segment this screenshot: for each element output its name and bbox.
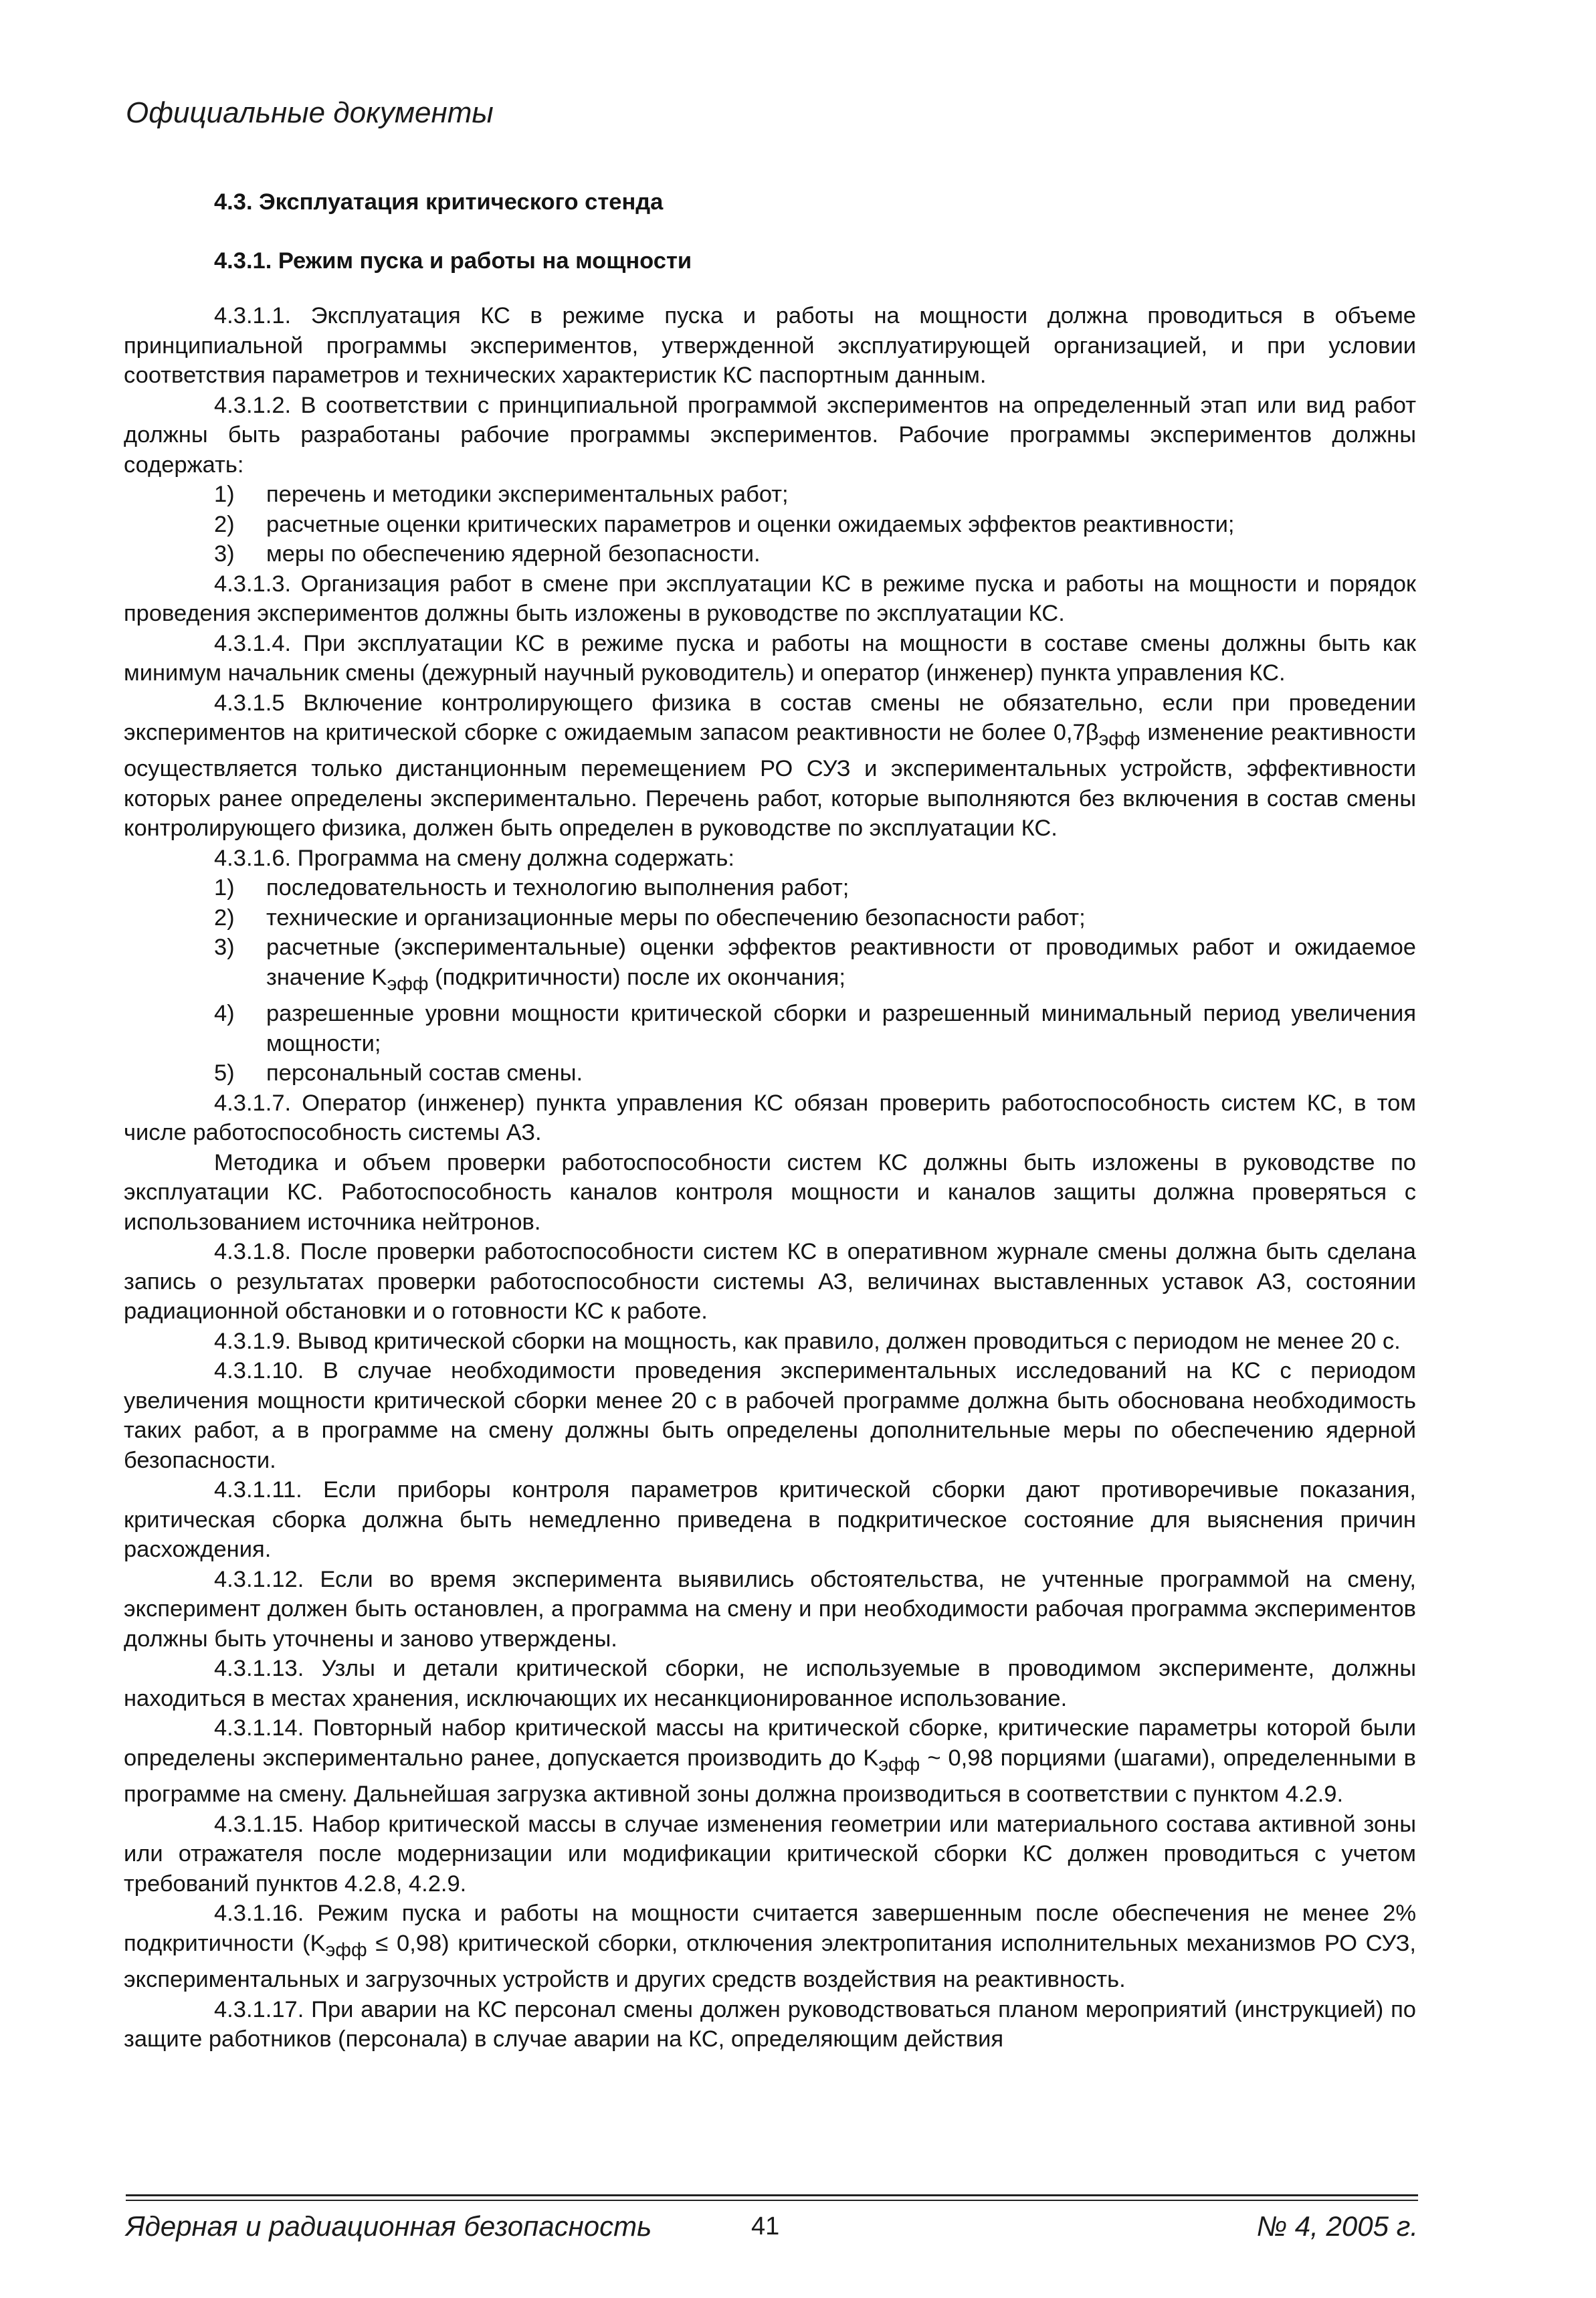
list-item-number: 3) [214,541,235,567]
list-item-text: персональный состав смены. [266,1060,583,1086]
page-number: 41 [751,2212,780,2240]
list-item [214,1058,1416,1088]
paragraph-4-3-1-14 [124,1713,1416,1809]
list-item [214,933,1416,999]
paragraph-text: 4.3.1.5 Включение контролирующего физика в состав смены не обязательно, если при проведении экспериментов на критической сборке с ожидаемым запасом реактивности не более 0,7β [124,690,1416,745]
page-footer [126,2208,1418,2248]
list-item-text: технические и организационные меры по обеспечению безопасности работ; [266,904,1086,931]
list-item-text: расчетные оценки критических параметров и оценки ожидаемых эффектов реактивности; [266,511,1235,537]
paragraph-methodology: Методика и объем проверки работоспособности систем КС должны быть изложены в руководстве по эксплуатации КС. Работоспособность каналов контроля мощности и каналов защиты должна проверяться с использованием источника нейтронов. [124,1149,1416,1235]
paragraph-4-3-1-3: 4.3.1.3. Организация работ в смене при эксплуатации КС в режиме пуска и работы на мощности и порядок проведения экспериментов должны быть изложены в руководстве по эксплуатации КС. [124,571,1416,626]
list-item-number: 3) [214,935,235,961]
list-item-number: 4) [214,1001,235,1027]
subscript: эфф [325,1939,367,1961]
subscript: эфф [1098,728,1140,750]
list-item [214,873,1416,903]
paragraph-4-3-1-10: 4.3.1.10. В случае необходимости проведения экспериментальных исследований на КС с периодом увеличения мощности критической сборки менее 20 с в рабочей программе должна быть обоснована необходимость таких работ, а в программе на смену должны быть определены дополнительные меры по обеспечению ядерной безопасности. [124,1358,1416,1473]
list-item-number: 1) [214,482,235,507]
paragraph-text: ≤ 0,98) критической сборки, отключения электропитания исполнительных механизмов РО СУЗ, экспериментальных и загрузочных устройств и других средств воздействия на реактивность. [124,1930,1416,1993]
list-item [214,903,1416,933]
list-item [214,480,1416,510]
paragraph-4-3-1-9: 4.3.1.9. Вывод критической сборки на мощность, как правило, должен проводиться с периодом не менее 20 с. [214,1328,1401,1354]
list-item-text: меры по обеспечению ядерной безопасности. [266,541,761,567]
paragraph-4-3-1-5 [124,688,1416,844]
footer-rule [126,2200,1418,2201]
journal-title: Ядерная и радиационная безопасность [126,2210,652,2242]
paragraph-4-3-1-17: 4.3.1.17. При аварии на КС персонал смены должен руководствоваться планом мероприятий (инструкцией) по защите работников (персонала) в случае аварии на КС, определяющим действия [124,1996,1416,2052]
section-title: 4.3. Эксплуатация критического стенда [214,189,664,215]
list-item [214,539,1416,569]
paragraph-4-3-1-8: 4.3.1.8. После проверки работоспособности систем КС в оперативном журнале смены должна быть сделана запись о результатах проверки работоспособности системы АЗ, величинах выставленных уставок АЗ, состоянии радиационной обстановки и о готовности КС к работе. [124,1239,1416,1325]
subscript: эфф [878,1753,920,1776]
paragraph-4-3-1-13: 4.3.1.13. Узлы и детали критической сборки, не используемые в проводимом эксперименте, должны находиться в местах хранения, исключающих их несанкционированное использование. [124,1656,1416,1711]
paragraph-4-3-1-11: 4.3.1.11. Если приборы контроля параметров критической сборки дают противоречивые показания, критическая сборка должна быть немедленно приведена в подкритическое состояние для выяснения причин расхождения. [124,1477,1416,1563]
subsection-title: 4.3.1. Режим пуска и работы на мощности [214,248,692,274]
paragraph-text: 4.3.1.14. Повторный набор критической массы на критической сборке, критические параметры которой были определены экспериментально ранее, допускается производить до K [124,1715,1416,1771]
subscript: эфф [387,973,429,995]
list-item-text: перечень и методики экспериментальных работ; [266,482,789,507]
paragraph-4-3-1-7: 4.3.1.7. Оператор (инженер) пункта управления КС обязан проверить работоспособность систем КС, в том числе работоспособность системы АЗ. [124,1090,1416,1146]
paragraph-text: 4.3.1.16. Режим пуска и работы на мощности считается завершенным после обеспечения не менее 2% подкритичности (K [124,1901,1416,1956]
list-item-number: 2) [214,904,235,931]
list-item [214,510,1416,540]
paragraph-4-3-1-6: 4.3.1.6. Программа на смену должна содержать: [214,845,734,871]
paragraph-4-3-1-4: 4.3.1.4. При эксплуатации КС в режиме пуска и работы на мощности в составе смены должны быть как минимум начальник смены (дежурный научный руководитель) и оператор (инженер) пункта управления КС. [124,630,1416,686]
paragraph-4-3-1-16 [124,1899,1416,1994]
list-item-text: последовательность и технологию выполнения работ; [266,875,850,901]
paragraph-4-3-1-15: 4.3.1.15. Набор критической массы в случае изменения геометрии или материального состава активной зоны или отражателя после модернизации или модификации критической сборки КС должен проводиться с учетом требований пунктов 4.2.8, 4.2.9. [124,1811,1416,1897]
paragraph-4-3-1-2: 4.3.1.2. В соответствии с принципиальной программой экспериментов на определенный этап или вид работ должны быть разработаны рабочие программы экспериментов. Рабочие программы экспериментов должны содержать: [124,392,1416,478]
list-item-text: разрешенные уровни мощности критической сборки и разрешенный минимальный период увеличения мощности; [266,1001,1416,1056]
paragraph-text: ~ 0,98 порциями (шагами), определенными в программе на смену. Дальнейшая загрузка активной зоны должна производиться в соответствии с пунктом 4.2.9. [124,1745,1416,1808]
list-item-text-part: (подкритичности) после их окончания; [428,964,845,990]
paragraph-text: изменение реактивности осуществляется только дистанционным перемещением РО СУЗ и экспериментальных устройств, эффективности которых ранее определены экспериментально. Перечень работ, которые выполняются без включения в состав смены контролирующего физика, должен быть определен в руководстве по эксплуатации КС. [124,720,1416,842]
list-item-number: 2) [214,511,235,537]
footer-rule [126,2194,1418,2196]
list-item-text [266,933,1416,999]
list-item-text-part: расчетные (экспериментальные) оценки эффектов реактивности от проводимых работ и ожидаемое значение K [266,935,1416,990]
running-head: Официальные документы [126,96,494,129]
paragraph-4-3-1-12: 4.3.1.12. Если во время эксперимента выявились обстоятельства, не учтенные программой на смену, эксперимент должен быть остановлен, а программа на смену и при необходимости рабочая программа экспериментов должны быть уточнены и заново утверждены. [124,1566,1416,1652]
list-item [214,999,1416,1058]
paragraph-4-3-1-1: 4.3.1.1. Эксплуатация КС в режиме пуска и работы на мощности должна проводиться в объеме принципиальной программы экспериментов, утвержденной эксплуатирующей организацией, и при условии соответствия параметров и технических характеристик КС паспортным данным. [124,303,1416,388]
list-item-number: 1) [214,875,235,901]
issue-number: № 4, 2005 г. [1256,2210,1418,2242]
document-body [124,187,1416,2054]
list-item-number: 5) [214,1060,235,1086]
